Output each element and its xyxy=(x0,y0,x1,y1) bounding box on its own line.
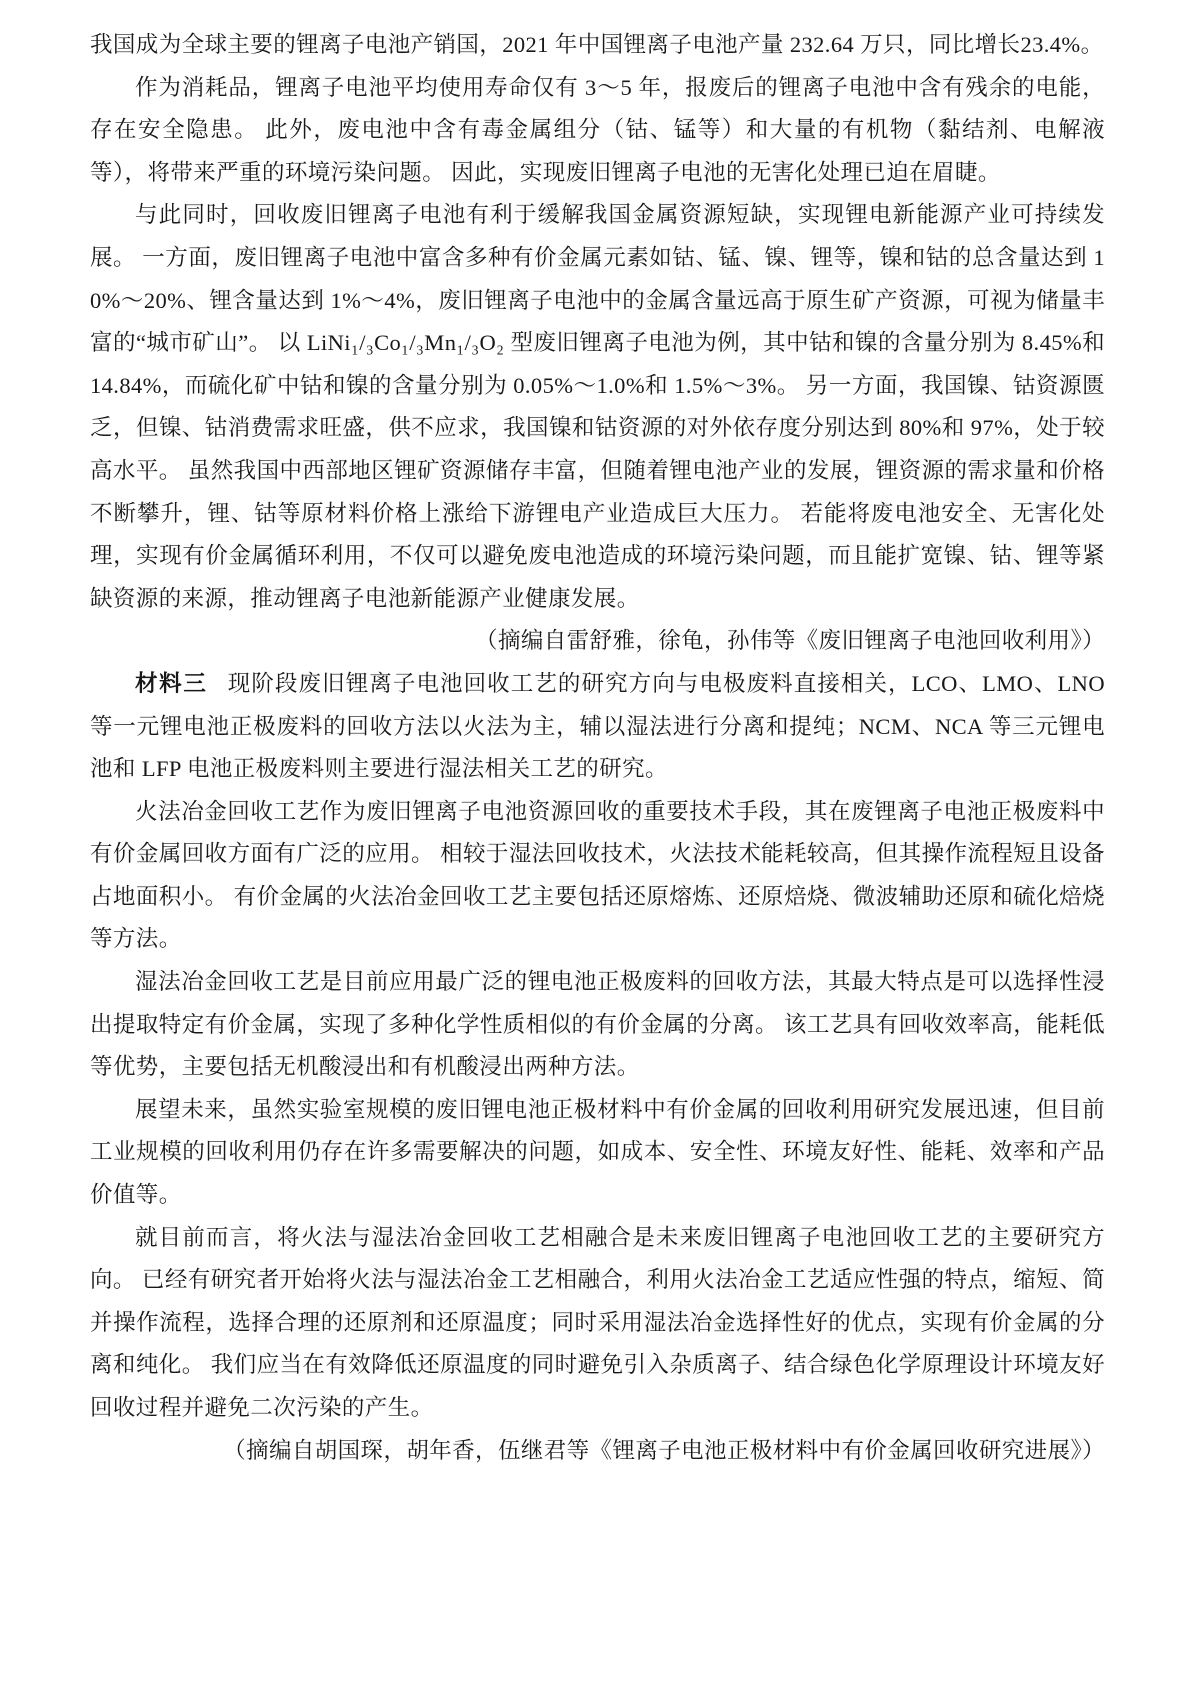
attribution-material-three: （摘编自胡国琛，胡年香，伍继君等《锂离子电池正极材料中有价金属回收研究进展》） xyxy=(223,1437,1105,1463)
paragraph-combined-process: 就目前而言，将火法与湿法冶金回收工艺相融合是未来废旧锂离子电池回收工艺的主要研究方向。 已经有研究者开始将火法与湿法冶金工艺相融合，利用火法冶金工艺适应性强的特点，缩短、简并操作流程，选择合理的还原剂和还原温度；同时采用湿法冶金选择性好的优点，实现有价金属的分离和纯化。 我们应当在有效降低还原温度的同时避免引入杂质离子、结合绿色化学原理设计环境友好回收过程并避免二次污染的产生。 xyxy=(90,1224,1105,1420)
paragraph-consumable-hazards: 作为消耗品，锂离子电池平均使用寿命仅有 3～5 年，报废后的锂离子电池中含有残余的电能，存在安全隐患。 此外，废电池中含有毒金属组分（钴、锰等）和大量的有机物（黏结剂、电解液等），将带来严重的环境污染问题。 因此，实现废旧锂离子电池的无害化处理已迫在眉睫。 xyxy=(90,74,1105,185)
paragraph-pyrometallurgy: 火法冶金回收工艺作为废旧锂离子电池资源回收的重要技术手段，其在废锂离子电池正极废料中有价金属回收方面有广泛的应用。 相较于湿法回收技术，火法技术能耗较高，但其操作流程短且设备占地面积小。 有价金属的火法冶金回收工艺主要包括还原熔炼、还原焙烧、微波辅助还原和硫化焙烧等方法。 xyxy=(90,798,1105,952)
material-three-text: 现阶段废旧锂离子电池回收工艺的研究方向与电极废料直接相关，LCO、LMO、LNO 等一元锂电池正极废料的回收方法以火法为主，辅以湿法进行分离和提纯；NCM、NCA 等三元锂电池和 LFP 电池正极废料则主要进行湿法相关工艺的研究。 xyxy=(90,670,1105,782)
paragraph-hydrometallurgy: 湿法冶金回收工艺是目前应用最广泛的锂电池正极废料的回收方法，其最大特点是可以选择性浸出提取特定有价金属，实现了多种化学性质相似的有价金属的分离。 该工艺具有回收效率高，能耗低等优势，主要包括无机酸浸出和有机酸浸出两种方法。 xyxy=(90,969,1105,1080)
attribution-material-two: （摘编自雷舒雅，徐龟，孙伟等《废旧锂离子电池回收利用》） xyxy=(475,628,1105,654)
paragraph-resource-recovery-value: 与此同时，回收废旧锂离子电池有利于缓解我国金属资源短缺，实现锂电新能源产业可持续发展。 一方面，废旧锂离子电池中富含多种有价金属元素如钴、锰、镍、锂等，镍和钴的总含量达到 10%～20%、锂含量达到 1%～4%，废旧锂离子电池中的金属含量远高于原生矿产资源，可视为储量丰富的“城市矿山”。 以 LiNi₁/₃Co₁/₃Mn₁/₃O₂ 型废旧锂离子电池为例，其中钴和镍的含量分别为 8.45%和 14.84%，而硫化矿中钴和镍的含量分别为 0.05%～1.0%和 1.5%～3%。 另一方面，我国镍、钴资源匮乏，但镍、钴消费需求旺盛，供不应求，我国镍和钴资源的对外依存度分别达到 80%和 97%，处于较高水平。 虽然我国中西部地区锂矿资源储存丰富，但随着锂电池产业的发展，锂资源的需求量和价格不断攀升，锂、钴等原材料价格上涨给下游锂电产业造成巨大压力。 若能将废电池安全、无害化处理，实现有价金属循环利用，不仅可以避免废电池造成的环境污染问题，而且能扩宽镍、钴、锂等紧缺资源的来源，推动锂离子电池新能源产业健康发展。 xyxy=(90,202,1105,611)
material-three-label: 材料三 xyxy=(135,670,208,696)
paragraph-production-stats: 我国成为全球主要的锂离子电池产销国，2021 年中国锂离子电池产量 232.64 万只，同比增长23.4%。 xyxy=(90,32,1104,57)
paragraph-material-three-intro xyxy=(90,663,1105,791)
paragraph-future-outlook: 展望未来，虽然实验室规模的废旧锂电池正极材料中有价金属的回收利用研究发展迅速，但目前工业规模的回收利用仍存在许多需要解决的问题，如成本、安全性、环境友好性、能耗、效率和产品价值等。 xyxy=(90,1096,1105,1208)
